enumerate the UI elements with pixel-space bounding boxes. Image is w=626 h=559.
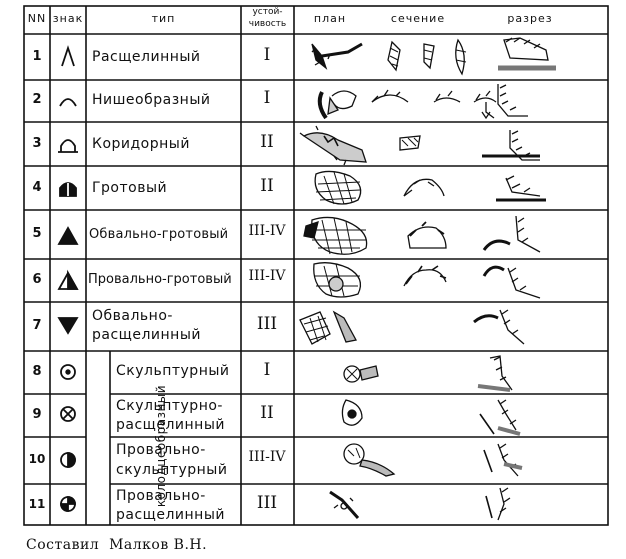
- row-number: 4: [32, 180, 42, 195]
- row-type-name: Обвально-гротовый: [89, 227, 229, 242]
- section-sketch-2: [372, 90, 496, 102]
- plan-sketch-4: [315, 171, 361, 204]
- cut-sketch-8: [478, 356, 512, 390]
- header-cut: разрез: [507, 12, 553, 25]
- section-sketch-1: [388, 40, 466, 74]
- row-stability: II: [260, 176, 274, 196]
- plan-sketch-11: [330, 492, 358, 518]
- row-stability: II: [260, 403, 274, 423]
- row-type-name: Скульптурный: [116, 363, 230, 379]
- row-type-name-line1: Провально-: [116, 442, 206, 458]
- row-type-name-line1: Скульптурно-: [116, 398, 223, 414]
- section-sketch-5: [408, 222, 446, 248]
- row-number: 1: [32, 49, 42, 64]
- cut-sketch-3: [482, 130, 540, 160]
- row-type-name: Расщелинный: [92, 49, 201, 65]
- cut-sketch-7: [474, 310, 524, 344]
- sign-circle-quarters-icon: [61, 497, 75, 511]
- row-type-name: Нишеобразный: [92, 92, 211, 108]
- header-section: сечение: [390, 12, 446, 25]
- plan-sketch-1: [312, 44, 362, 68]
- plan-sketch-6: [314, 263, 361, 297]
- sign-caret-icon: [62, 48, 74, 66]
- row-stability: I: [263, 88, 271, 108]
- credit-line: Составил Малков В.Н.: [26, 537, 208, 553]
- section-sketch-4: [404, 179, 444, 196]
- cut-sketch-4: [496, 176, 546, 200]
- row-number: 6: [32, 272, 42, 287]
- plan-sketch-2: [320, 91, 356, 118]
- row-stability: I: [263, 45, 271, 65]
- sign-arch-line-icon: [58, 140, 78, 152]
- sign-circle-cross-icon: [61, 407, 75, 421]
- row-number: 11: [28, 497, 46, 511]
- header-plan: план: [313, 12, 347, 25]
- row-stability: I: [263, 360, 271, 380]
- group-label: колодцеобразный: [154, 384, 168, 508]
- cut-sketch-11: [486, 488, 510, 520]
- plan-sketch-10: [344, 444, 394, 476]
- row-type-name: Гротовый: [92, 180, 168, 196]
- plan-sketch-7: [300, 312, 356, 344]
- sign-circle-half-icon: [61, 453, 75, 467]
- section-sketch-3: [400, 136, 420, 150]
- plan-sketch-5: [304, 217, 367, 254]
- plan-sketch-9: [342, 400, 362, 425]
- cut-sketch-5: [484, 216, 540, 252]
- row-number: 8: [32, 364, 42, 379]
- row-type-name-line2: расщелинный: [116, 417, 225, 433]
- plan-sketch-3: [300, 126, 366, 165]
- row-number: 5: [32, 226, 42, 241]
- row-stability: III: [256, 314, 278, 334]
- sign-half-filled-arch-icon: [60, 183, 76, 196]
- row-number: 2: [32, 92, 42, 107]
- row-type-name-line2: расщелинный: [116, 507, 225, 523]
- row-stability: II: [260, 132, 274, 152]
- row-stability: III-IV: [248, 223, 286, 239]
- plan-sketch-8: [344, 366, 378, 382]
- cut-sketch-6: [484, 267, 540, 298]
- header-number: NN: [27, 12, 47, 25]
- section-sketch-6: [404, 266, 446, 286]
- row-type-name-line1: Обвально-: [92, 308, 173, 324]
- sign-circle-dot-icon: [61, 365, 75, 379]
- row-number: 10: [28, 452, 46, 466]
- sign-arch-icon: [60, 99, 76, 106]
- row-type-name-line2: расщелинный: [92, 327, 201, 343]
- sign-filled-triangle-icon: [59, 228, 77, 244]
- row-number: 9: [32, 407, 42, 422]
- row-stability: III: [256, 493, 278, 513]
- sign-half-filled-triangle-icon: [59, 273, 77, 289]
- sign-inverted-triangle-icon: [59, 318, 77, 333]
- cut-sketch-1: [498, 38, 556, 68]
- header-sign: знак: [52, 12, 84, 25]
- row-type-name-line2: скульптурный: [116, 462, 228, 478]
- row-stability: III-IV: [248, 268, 286, 284]
- cut-sketch-10: [484, 444, 522, 476]
- header-stability: устой- чивость: [248, 7, 287, 29]
- row-number: 3: [32, 136, 42, 151]
- row-type-name: Провально-гротовый: [88, 272, 232, 287]
- header-type: тип: [151, 12, 176, 25]
- row-type-name: Коридорный: [92, 136, 190, 152]
- row-number: 7: [32, 318, 42, 333]
- row-stability: III-IV: [248, 449, 286, 465]
- row-type-name-line1: Провально-: [116, 488, 206, 504]
- cut-sketch-2: [482, 84, 528, 118]
- cut-sketch-9: [480, 400, 520, 434]
